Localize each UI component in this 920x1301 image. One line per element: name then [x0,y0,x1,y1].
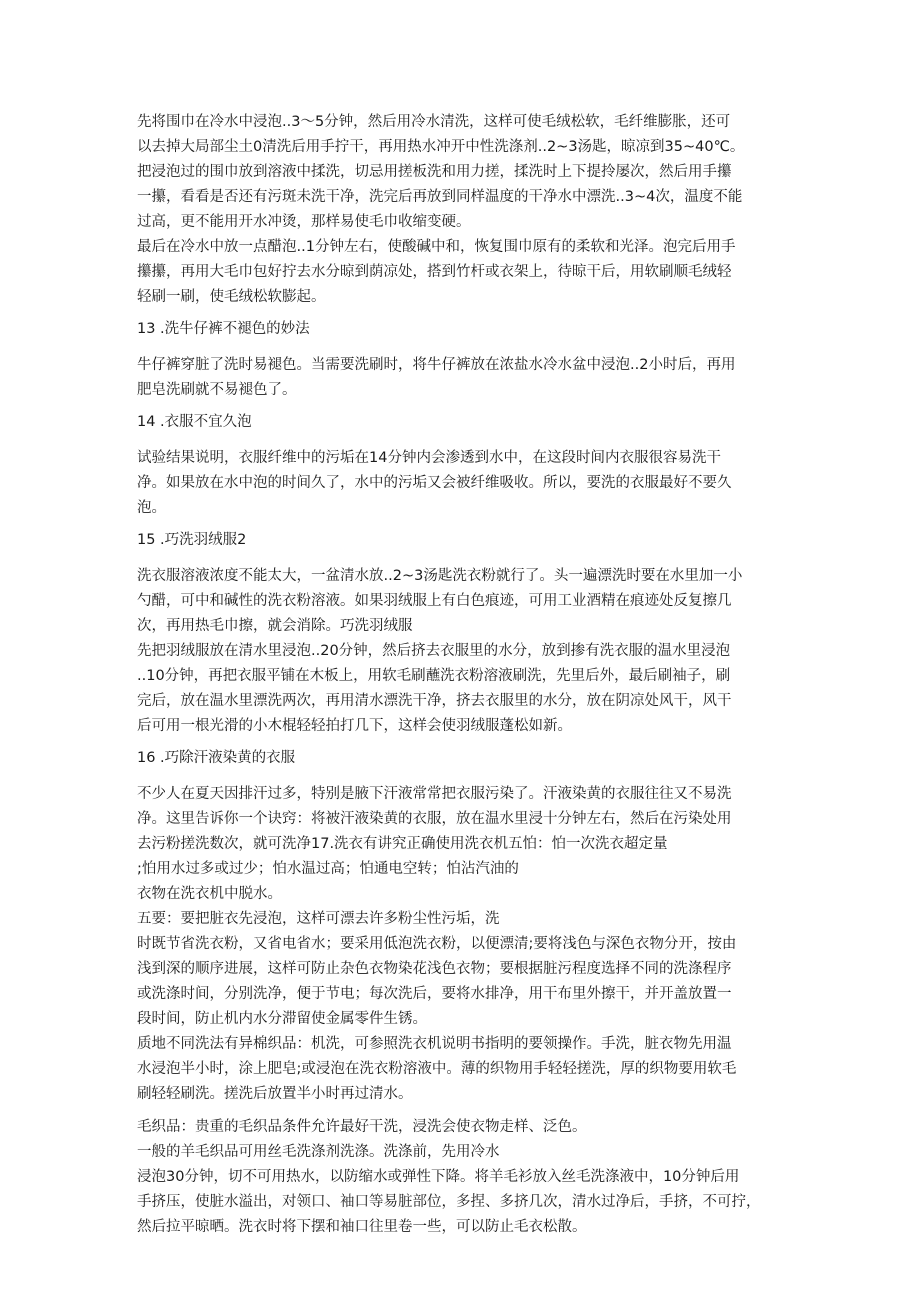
paragraph-scarf-washing: 先将围巾在冷水中浸泡..3～5分钟，然后用冷水清洗，这样可使毛绒松软，毛纤维膨胀，还可 以去掉大局部尘土0清洗后用手拧干，再用热水冲开中性洗涤剂..2~3汤匙，晾凉到35~40℃。 把浸泡过的围巾放到溶液中揉洗，切忌用搓板洗和用力搓，揉洗时上下提拎屡次，然后用手攥 一攥，看看是否还有污斑未洗干净，洗完后再放到同样温度的干净水中漂洗..3~4次，温度不能 过高，更不能用开水冲烫，那样易使毛巾收缩变硬。 最后在冷水中放一点醋泡..1分钟左右，使酸碱中和，恢复围巾原有的柔软和光泽。泡完后用手 攥攥，再用大毛巾包好拧去水分晾到荫凉处，搭到竹杆或衣架上，待晾干后，用软刷顺毛绒轻 轻刷一刷，使毛绒松软膨起。 [137,114,745,305]
heading-13-jeans: 13 .洗牛仔裤不褪色的妙法 [137,321,310,337]
document-body [137,110,787,1240]
paragraph-gap [137,1107,787,1115]
paragraph-down-jacket: 洗衣服溶液浓度不能太大，一盆清水放..2~3汤匙洗衣粉就行了。头一遍漂洗时要在水里加一小 勺醋，可中和碱性的洗衣粉溶液。如果羽绒服上有白色痕迹，可用工业酒精在痕迹处反复擦几 次，再用热毛巾擦，就会消除。巧洗羽绒服 先把羽绒服放在清水里浸泡..20分钟，然后挤去衣服里的水分，放到掺有洗衣服的温水里浸泡 ..10分钟，再把衣服平铺在木板上，用软毛刷蘸洗衣粉溶液刷洗，先里后外，最后刷袖子，刷 完后，放在温水里漂洗两次，再用清水漂洗干净，挤去衣服里的水分，放在阴凉处风干，风干 后可用一根光滑的小木棍轻轻拍打几下，这样会使羽绒服蓬松如新。 [137,568,743,734]
heading-16-sweat-stains: 16 .巧除汗液染黄的衣服 [137,750,296,766]
heading-15-down-jacket: 15 .巧洗羽绒服2 [137,532,247,548]
heading-14-soaking: 14 .衣服不宜久泡 [137,414,252,430]
paragraph-sweat-and-washer: 不少人在夏天因排汗过多，特别是腋下汗液常常把衣服污染了。汗液染黄的衣服往往又不易洗 净。这里告诉你一个诀窍：将被汗液染黄的衣服，放在温水里浸十分钟左右，然后在污染处用 去污粉搓洗数次，就可洗净17.洗衣有讲究正确使用洗衣机五怕：怕一次洗衣超定量 ;怕用水过多或过少；怕水温过高；怕通电空转；怕沾汽油的 衣物在洗衣机中脱水。 五要：要把脏衣先浸泡，这样可漂去许多粉尘性污垢，洗 时既节省洗衣粉，又省电省水；要采用低泡洗衣粉，以便漂清;要将浅色与深色衣物分开，按由 浅到深的顺序进展，这样可防止杂色衣物染花浅色衣物；要根据脏污程度选择不同的洗涤程序 或洗涤时间，分别洗净，便于节电；每次洗后，要将水排净，用干布里外擦干，并开盖放置一 段时间，防止机内水分滞留使金属零件生锈。 质地不同洗法有异棉织品：机洗，可参照洗衣机说明书指明的要领操作。手洗，脏衣物先用温 水浸泡半小时，涂上肥皂;或浸泡在洗衣粉溶液中。薄的织物用手轻轻搓洗，厚的织物要用软毛 刷轻轻刷洗。搓洗后放置半小时再过清水。 [137,786,737,1102]
paragraph-jeans: 牛仔裤穿脏了洗时易褪色。当需要洗刷时，将牛仔裤放在浓盐水冷水盆中浸泡..2小时后，再用 肥皂洗刷就不易褪色了。 [137,357,736,398]
paragraph-soaking: 试验结果说明，衣服纤维中的污垢在14分钟内会渗透到水中，在这段时间内衣服很容易洗干 净。如果放在水中泡的时间久了，水中的污垢又会被纤维吸收。所以，要洗的衣服最好不要久 泡。 [137,450,732,516]
paragraph-wool: 毛织品：贵重的毛织品条件允许最好干洗，浸洗会使衣物走样、泛色。 一般的羊毛织品可用丝毛洗涤剂洗涤。洗涤前，先用冷水 浸泡30分钟，切不可用热水，以防缩水或弹性下降。将羊毛衫放入丝毛洗涤液中，10分钟后用 手挤压，使脏水溢出，对领口、袖口等易脏部位，多捏、多挤几次，清水过净后，手挤，不可拧， 然后拉平晾晒。洗衣时将下摆和袖口往里卷一些，可以防止毛衣松散。 [137,1119,761,1235]
